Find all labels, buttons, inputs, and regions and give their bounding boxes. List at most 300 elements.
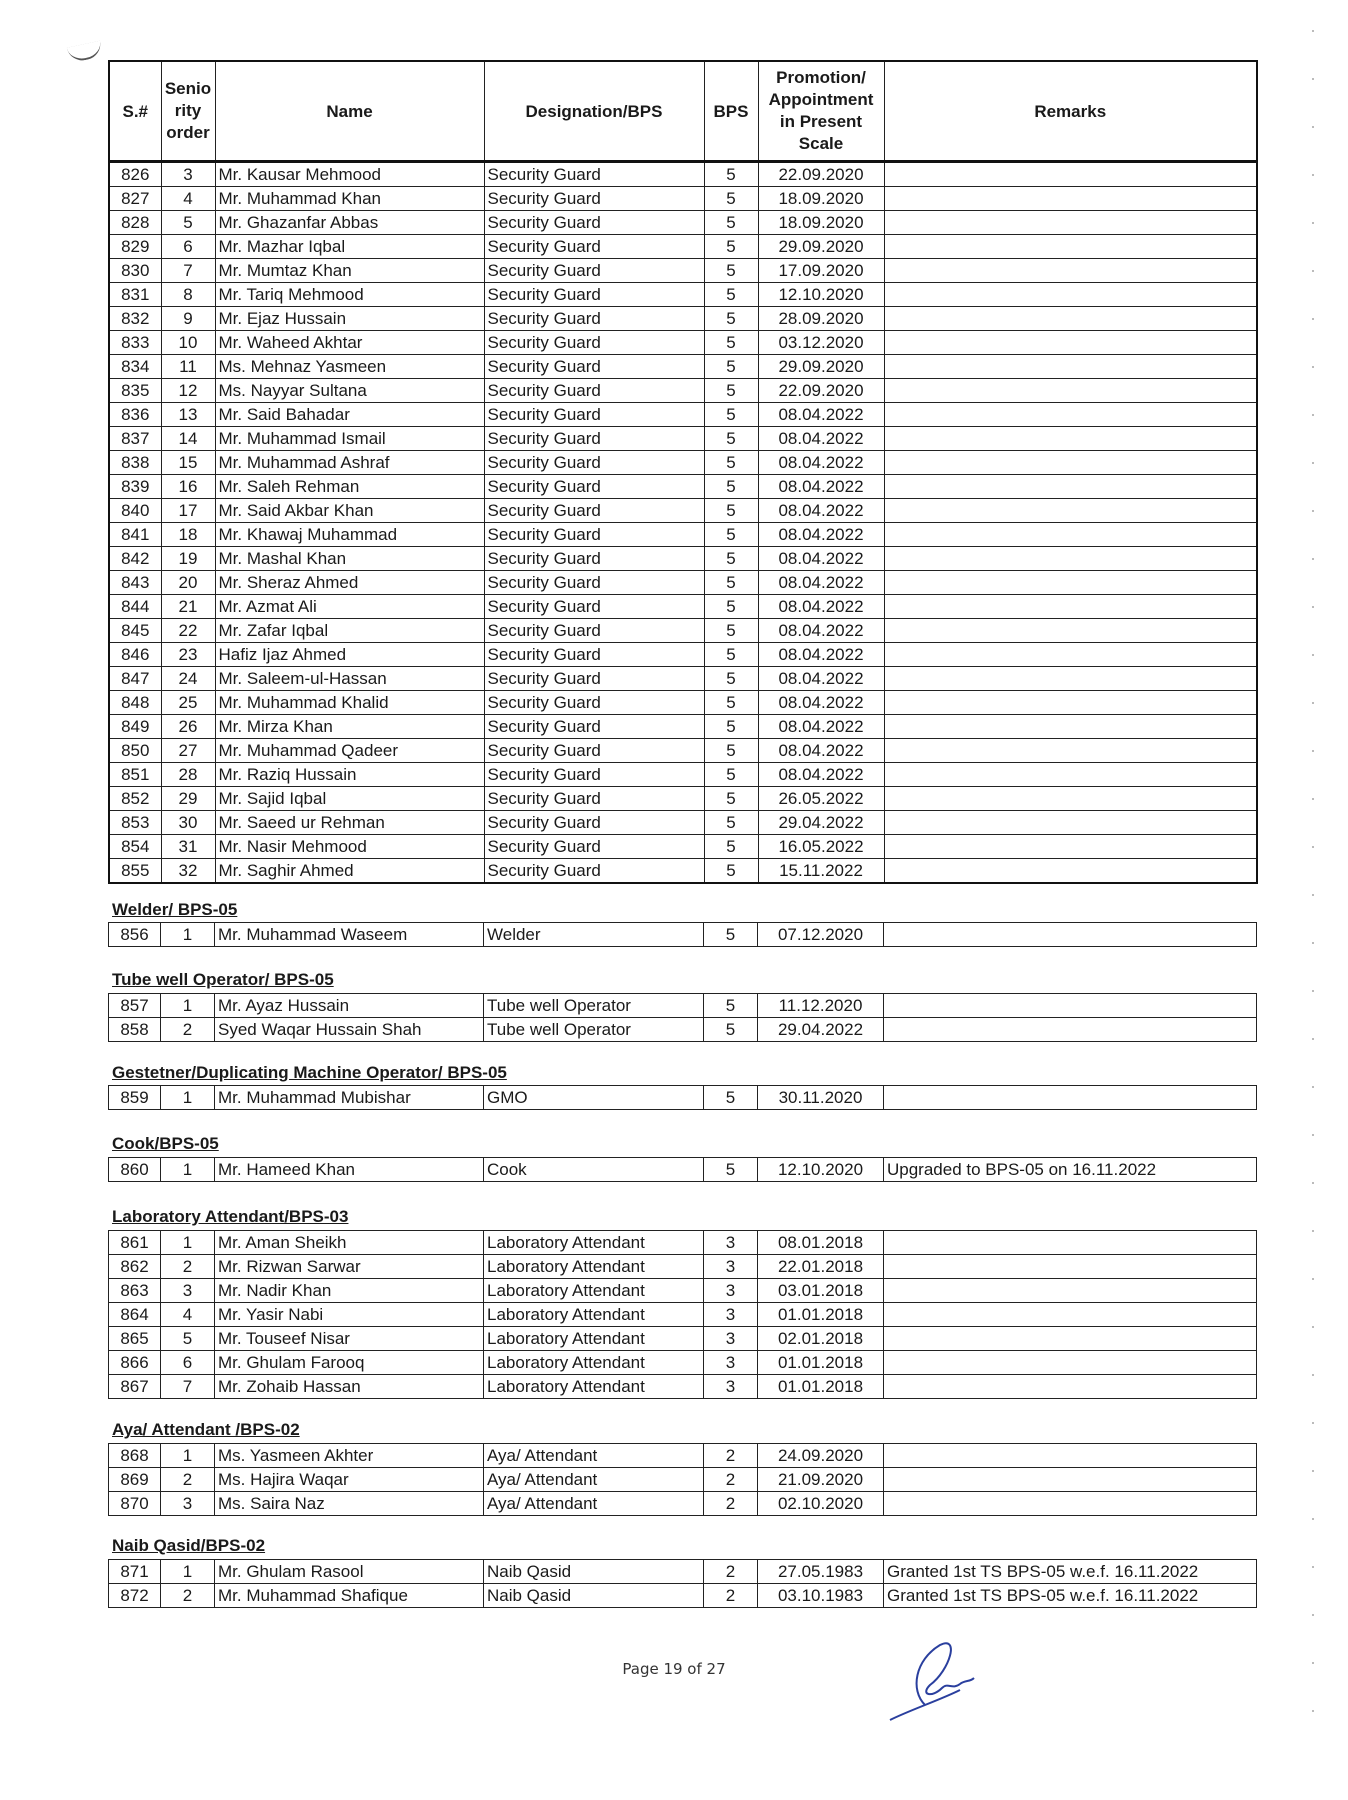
cell-name: Mr. Muhammad Ashraf: [215, 451, 484, 475]
main-table-body: [109, 162, 1257, 884]
cell-bps: 2: [704, 1468, 758, 1492]
cell-sno: 839: [109, 475, 161, 499]
cell-sno: 855: [109, 859, 161, 884]
cell-remarks: [884, 994, 1257, 1018]
table-row: [109, 403, 1257, 427]
cell-seniority: 3: [161, 1279, 215, 1303]
cell-sno: 826: [109, 162, 161, 187]
cell-bps: 5: [704, 1086, 758, 1110]
cell-sno: 831: [109, 283, 161, 307]
table-row: [109, 994, 1257, 1018]
table-row: [109, 451, 1257, 475]
cell-seniority: 11: [161, 355, 215, 379]
cell-promotion-date: 16.05.2022: [758, 835, 884, 859]
table-row: [109, 523, 1257, 547]
cell-name: Mr. Said Bahadar: [215, 403, 484, 427]
cell-promotion-date: 08.04.2022: [758, 763, 884, 787]
cell-designation: Cook: [484, 1158, 704, 1182]
cell-designation: Security Guard: [484, 811, 704, 835]
cell-name: Mr. Mumtaz Khan: [215, 259, 484, 283]
cell-designation: Security Guard: [484, 547, 704, 571]
cell-promotion-date: 03.01.2018: [758, 1279, 884, 1303]
cell-sno: 830: [109, 259, 161, 283]
cell-name: Mr. Muhammad Khalid: [215, 691, 484, 715]
cell-name: Mr. Ayaz Hussain: [215, 994, 484, 1018]
cell-name: Mr. Rizwan Sarwar: [215, 1255, 484, 1279]
cell-designation: Laboratory Attendant: [484, 1279, 704, 1303]
table-row: [109, 162, 1257, 187]
header-row: [109, 61, 1257, 162]
cell-promotion-date: 12.10.2020: [758, 283, 884, 307]
table-row: [109, 475, 1257, 499]
cell-seniority: 5: [161, 211, 215, 235]
cell-seniority: 14: [161, 427, 215, 451]
cell-seniority: 6: [161, 235, 215, 259]
cell-remarks: [884, 643, 1257, 667]
cell-seniority: 1: [161, 1560, 215, 1584]
section-table: [108, 922, 1257, 947]
table-row: [109, 1231, 1257, 1255]
cell-seniority: 19: [161, 547, 215, 571]
cell-promotion-date: 28.09.2020: [758, 307, 884, 331]
cell-designation: Security Guard: [484, 307, 704, 331]
cell-name: Syed Waqar Hussain Shah: [215, 1018, 484, 1042]
cell-name: Mr. Ghulam Farooq: [215, 1351, 484, 1375]
cell-designation: Security Guard: [484, 379, 704, 403]
cell-name: Hafiz Ijaz Ahmed: [215, 643, 484, 667]
cell-seniority: 16: [161, 475, 215, 499]
cell-promotion-date: 08.04.2022: [758, 547, 884, 571]
cell-promotion-date: 08.04.2022: [758, 691, 884, 715]
cell-remarks: [884, 859, 1257, 884]
table-row: [109, 1584, 1257, 1608]
cell-remarks: [884, 1492, 1257, 1516]
cell-sno: 827: [109, 187, 161, 211]
cell-name: Mr. Saeed ur Rehman: [215, 811, 484, 835]
cell-seniority: 20: [161, 571, 215, 595]
cell-remarks: [884, 355, 1257, 379]
cell-promotion-date: 08.04.2022: [758, 475, 884, 499]
cell-remarks: Upgraded to BPS-05 on 16.11.2022: [884, 1158, 1257, 1182]
table-row: [109, 211, 1257, 235]
cell-remarks: [884, 1231, 1257, 1255]
cell-designation: Security Guard: [484, 187, 704, 211]
cell-designation: Tube well Operator: [484, 994, 704, 1018]
cell-promotion-date: 01.01.2018: [758, 1351, 884, 1375]
cell-designation: Security Guard: [484, 355, 704, 379]
cell-seniority: 30: [161, 811, 215, 835]
cell-seniority: 1: [161, 1444, 215, 1468]
cell-seniority: 2: [161, 1468, 215, 1492]
table-row: [109, 187, 1257, 211]
cell-name: Mr. Ghulam Rasool: [215, 1560, 484, 1584]
cell-designation: Security Guard: [484, 739, 704, 763]
table-row: [109, 355, 1257, 379]
cell-remarks: [884, 523, 1257, 547]
cell-sno: 872: [109, 1584, 161, 1608]
section-title: Welder/ BPS-05: [112, 900, 238, 919]
cell-sno: 871: [109, 1560, 161, 1584]
section-table: [108, 1559, 1257, 1608]
col-header-sno: S.#: [109, 61, 161, 162]
cell-bps: 5: [704, 307, 758, 331]
cell-remarks: [884, 1018, 1257, 1042]
table-row: [109, 811, 1257, 835]
cell-bps: 5: [704, 835, 758, 859]
cell-bps: 5: [704, 715, 758, 739]
cell-promotion-date: 22.09.2020: [758, 379, 884, 403]
cell-seniority: 10: [161, 331, 215, 355]
cell-seniority: 24: [161, 667, 215, 691]
table-row: [109, 787, 1257, 811]
cell-designation: Laboratory Attendant: [484, 1231, 704, 1255]
cell-bps: 5: [704, 211, 758, 235]
cell-remarks: [884, 1375, 1257, 1399]
table-row: [109, 1327, 1257, 1351]
cell-seniority: 31: [161, 835, 215, 859]
cell-promotion-date: 08.04.2022: [758, 643, 884, 667]
cell-name: Mr. Nasir Mehmood: [215, 835, 484, 859]
cell-bps: 5: [704, 763, 758, 787]
cell-sno: 867: [109, 1375, 161, 1399]
cell-designation: Welder: [484, 923, 704, 947]
cell-designation: Security Guard: [484, 211, 704, 235]
cell-seniority: 13: [161, 403, 215, 427]
cell-promotion-date: 07.12.2020: [758, 923, 884, 947]
cell-designation: Security Guard: [484, 859, 704, 884]
table-row: [109, 1086, 1257, 1110]
cell-sno: 859: [109, 1086, 161, 1110]
cell-bps: 5: [704, 379, 758, 403]
table-row: [109, 763, 1257, 787]
cell-remarks: [884, 923, 1257, 947]
cell-seniority: 2: [161, 1018, 215, 1042]
cell-bps: 5: [704, 331, 758, 355]
cell-name: Mr. Nadir Khan: [215, 1279, 484, 1303]
cell-name: Mr. Raziq Hussain: [215, 763, 484, 787]
cell-sno: 854: [109, 835, 161, 859]
table-row: [109, 571, 1257, 595]
cell-bps: 5: [704, 923, 758, 947]
cell-remarks: [884, 1086, 1257, 1110]
cell-bps: 5: [704, 403, 758, 427]
cell-name: Mr. Muhammad Mubishar: [215, 1086, 484, 1110]
cell-promotion-date: 08.04.2022: [758, 451, 884, 475]
cell-sno: 847: [109, 667, 161, 691]
cell-name: Mr. Saleem-ul-Hassan: [215, 667, 484, 691]
cell-remarks: [884, 571, 1257, 595]
cell-bps: 5: [704, 1018, 758, 1042]
cell-name: Ms. Saira Naz: [215, 1492, 484, 1516]
cell-bps: 3: [704, 1327, 758, 1351]
section-table: [108, 993, 1257, 1042]
cell-sno: 869: [109, 1468, 161, 1492]
cell-seniority: 15: [161, 451, 215, 475]
table-row: [109, 923, 1257, 947]
cell-designation: Aya/ Attendant: [484, 1492, 704, 1516]
cell-name: Mr. Ghazanfar Abbas: [215, 211, 484, 235]
section-title: Cook/BPS-05: [112, 1134, 219, 1153]
cell-promotion-date: 30.11.2020: [758, 1086, 884, 1110]
cell-remarks: [884, 211, 1257, 235]
table-row: [109, 1351, 1257, 1375]
cell-name: Mr. Sajid Iqbal: [215, 787, 484, 811]
cell-name: Mr. Khawaj Muhammad: [215, 523, 484, 547]
cell-promotion-date: 29.09.2020: [758, 355, 884, 379]
col-header-promotion: Promotion/ Appointment in Present Scale: [758, 61, 884, 162]
cell-seniority: 1: [161, 1086, 215, 1110]
cell-sno: 837: [109, 427, 161, 451]
cell-name: Mr. Said Akbar Khan: [215, 499, 484, 523]
cell-promotion-date: 21.09.2020: [758, 1468, 884, 1492]
cell-remarks: [884, 835, 1257, 859]
cell-bps: 5: [704, 1158, 758, 1182]
cell-remarks: [884, 259, 1257, 283]
cell-name: Mr. Mashal Khan: [215, 547, 484, 571]
cell-remarks: [884, 691, 1257, 715]
cell-seniority: 3: [161, 162, 215, 187]
cell-promotion-date: 08.04.2022: [758, 739, 884, 763]
table-row: [109, 1375, 1257, 1399]
section-table: [108, 1230, 1257, 1399]
cell-promotion-date: 08.04.2022: [758, 715, 884, 739]
table-row: [109, 283, 1257, 307]
cell-name: Mr. Muhammad Shafique: [215, 1584, 484, 1608]
cell-name: Ms. Mehnaz Yasmeen: [215, 355, 484, 379]
cell-designation: Security Guard: [484, 162, 704, 187]
cell-remarks: [884, 307, 1257, 331]
col-header-designation: Designation/BPS: [484, 61, 704, 162]
cell-promotion-date: 26.05.2022: [758, 787, 884, 811]
cell-sno: 835: [109, 379, 161, 403]
table-row: [109, 1303, 1257, 1327]
section-title: Aya/ Attendant /BPS-02: [112, 1420, 300, 1439]
cell-bps: 3: [704, 1375, 758, 1399]
cell-bps: 2: [704, 1492, 758, 1516]
cell-sno: 828: [109, 211, 161, 235]
cell-bps: 2: [704, 1560, 758, 1584]
cell-bps: 5: [704, 235, 758, 259]
cell-promotion-date: 08.04.2022: [758, 571, 884, 595]
cell-bps: 5: [704, 739, 758, 763]
cell-name: Mr. Yasir Nabi: [215, 1303, 484, 1327]
section-title: Gestetner/Duplicating Machine Operator/ BPS-05: [112, 1063, 507, 1082]
cell-designation: Laboratory Attendant: [484, 1255, 704, 1279]
cell-bps: 5: [704, 619, 758, 643]
cell-remarks: [884, 811, 1257, 835]
cell-name: Mr. Ejaz Hussain: [215, 307, 484, 331]
cell-name: Mr. Muhammad Ismail: [215, 427, 484, 451]
cell-sno: 836: [109, 403, 161, 427]
cell-sno: 849: [109, 715, 161, 739]
cell-remarks: [884, 451, 1257, 475]
cell-seniority: 3: [161, 1492, 215, 1516]
cell-bps: 5: [704, 427, 758, 451]
cell-promotion-date: 18.09.2020: [758, 211, 884, 235]
cell-designation: Security Guard: [484, 571, 704, 595]
table-row: [109, 1279, 1257, 1303]
cell-remarks: [884, 499, 1257, 523]
cell-bps: 3: [704, 1303, 758, 1327]
cell-bps: 5: [704, 499, 758, 523]
cell-promotion-date: 08.04.2022: [758, 595, 884, 619]
cell-promotion-date: 02.10.2020: [758, 1492, 884, 1516]
cell-designation: Security Guard: [484, 499, 704, 523]
cell-sno: 842: [109, 547, 161, 571]
cell-remarks: [884, 331, 1257, 355]
cell-bps: 5: [704, 355, 758, 379]
col-header-seniority: Senio rity order: [161, 61, 215, 162]
cell-sno: 846: [109, 643, 161, 667]
cell-seniority: 9: [161, 307, 215, 331]
cell-seniority: 4: [161, 187, 215, 211]
cell-designation: Security Guard: [484, 259, 704, 283]
table-row: [109, 259, 1257, 283]
cell-promotion-date: 24.09.2020: [758, 1444, 884, 1468]
section-table: [108, 1085, 1257, 1110]
scan-edge-dots: [1312, 30, 1314, 1730]
cell-sno: 848: [109, 691, 161, 715]
table-row: [109, 1444, 1257, 1468]
cell-sno: 857: [109, 994, 161, 1018]
cell-name: Mr. Tariq Mehmood: [215, 283, 484, 307]
cell-name: Mr. Hameed Khan: [215, 1158, 484, 1182]
cell-seniority: 25: [161, 691, 215, 715]
cell-seniority: 26: [161, 715, 215, 739]
section-title: Naib Qasid/BPS-02: [112, 1536, 266, 1555]
cell-designation: Tube well Operator: [484, 1018, 704, 1042]
col-header-name: Name: [215, 61, 484, 162]
cell-bps: 5: [704, 451, 758, 475]
cell-bps: 5: [704, 787, 758, 811]
cell-bps: 5: [704, 547, 758, 571]
cell-name: Mr. Touseef Nisar: [215, 1327, 484, 1351]
cell-designation: Security Guard: [484, 235, 704, 259]
table-row: [109, 1560, 1257, 1584]
cell-sno: 856: [109, 923, 161, 947]
cell-seniority: 4: [161, 1303, 215, 1327]
cell-promotion-date: 02.01.2018: [758, 1327, 884, 1351]
cell-designation: Security Guard: [484, 619, 704, 643]
table-row: [109, 1018, 1257, 1042]
cell-sno: 850: [109, 739, 161, 763]
table-row: [109, 859, 1257, 884]
cell-remarks: [884, 1279, 1257, 1303]
cell-sno: 833: [109, 331, 161, 355]
cell-seniority: 12: [161, 379, 215, 403]
cell-seniority: 2: [161, 1255, 215, 1279]
cell-designation: Security Guard: [484, 427, 704, 451]
cell-seniority: 23: [161, 643, 215, 667]
cell-sno: 841: [109, 523, 161, 547]
cell-promotion-date: 15.11.2022: [758, 859, 884, 884]
cell-bps: 5: [704, 811, 758, 835]
table-row: [109, 1492, 1257, 1516]
cell-designation: Naib Qasid: [484, 1584, 704, 1608]
cell-remarks: [884, 1444, 1257, 1468]
cell-promotion-date: 01.01.2018: [758, 1303, 884, 1327]
cell-remarks: [884, 547, 1257, 571]
main-table: [108, 60, 1258, 884]
cell-promotion-date: 03.10.1983: [758, 1584, 884, 1608]
cell-name: Mr. Muhammad Qadeer: [215, 739, 484, 763]
cell-designation: Security Guard: [484, 523, 704, 547]
cell-designation: Security Guard: [484, 643, 704, 667]
cell-promotion-date: 29.09.2020: [758, 235, 884, 259]
cell-name: Mr. Aman Sheikh: [215, 1231, 484, 1255]
cell-seniority: 5: [161, 1327, 215, 1351]
cell-sno: 865: [109, 1327, 161, 1351]
cell-designation: Laboratory Attendant: [484, 1303, 704, 1327]
table-row: [109, 739, 1257, 763]
table-row: [109, 667, 1257, 691]
cell-seniority: 17: [161, 499, 215, 523]
cell-bps: 2: [704, 1584, 758, 1608]
cell-designation: Security Guard: [484, 835, 704, 859]
cell-designation: Laboratory Attendant: [484, 1375, 704, 1399]
cell-sno: 870: [109, 1492, 161, 1516]
cell-remarks: [884, 162, 1257, 187]
cell-designation: Aya/ Attendant: [484, 1444, 704, 1468]
cell-seniority: 6: [161, 1351, 215, 1375]
cell-remarks: [884, 1468, 1257, 1492]
cell-remarks: [884, 787, 1257, 811]
table-row: [109, 595, 1257, 619]
cell-remarks: [884, 235, 1257, 259]
cell-seniority: 1: [161, 994, 215, 1018]
cell-bps: 5: [704, 859, 758, 884]
cell-bps: 5: [704, 571, 758, 595]
cell-seniority: 18: [161, 523, 215, 547]
cell-designation: Security Guard: [484, 331, 704, 355]
cell-designation: Security Guard: [484, 451, 704, 475]
cell-promotion-date: 08.04.2022: [758, 427, 884, 451]
cell-bps: 5: [704, 187, 758, 211]
table-row: [109, 427, 1257, 451]
cell-seniority: 8: [161, 283, 215, 307]
cell-sno: 840: [109, 499, 161, 523]
cell-remarks: [884, 403, 1257, 427]
cell-designation: Security Guard: [484, 787, 704, 811]
cell-promotion-date: 12.10.2020: [758, 1158, 884, 1182]
table-row: [109, 835, 1257, 859]
cell-bps: 3: [704, 1351, 758, 1375]
section-title: Tube well Operator/ BPS-05: [112, 970, 334, 989]
cell-name: Mr. Azmat Ali: [215, 595, 484, 619]
cell-promotion-date: 22.01.2018: [758, 1255, 884, 1279]
cell-sno: 838: [109, 451, 161, 475]
cell-bps: 3: [704, 1255, 758, 1279]
cell-seniority: 7: [161, 1375, 215, 1399]
cell-sno: 844: [109, 595, 161, 619]
cell-seniority: 28: [161, 763, 215, 787]
table-row: [109, 547, 1257, 571]
cell-name: Mr. Saghir Ahmed: [215, 859, 484, 884]
cell-promotion-date: 08.04.2022: [758, 667, 884, 691]
table-row: [109, 715, 1257, 739]
cell-designation: Security Guard: [484, 763, 704, 787]
cell-sno: 829: [109, 235, 161, 259]
table-row: [109, 1255, 1257, 1279]
cell-name: Mr. Waheed Akhtar: [215, 331, 484, 355]
cell-designation: Security Guard: [484, 691, 704, 715]
cell-bps: 2: [704, 1444, 758, 1468]
cell-bps: 5: [704, 523, 758, 547]
cell-sno: 863: [109, 1279, 161, 1303]
cell-promotion-date: 29.04.2022: [758, 811, 884, 835]
cell-seniority: 29: [161, 787, 215, 811]
col-header-remarks: Remarks: [884, 61, 1257, 162]
